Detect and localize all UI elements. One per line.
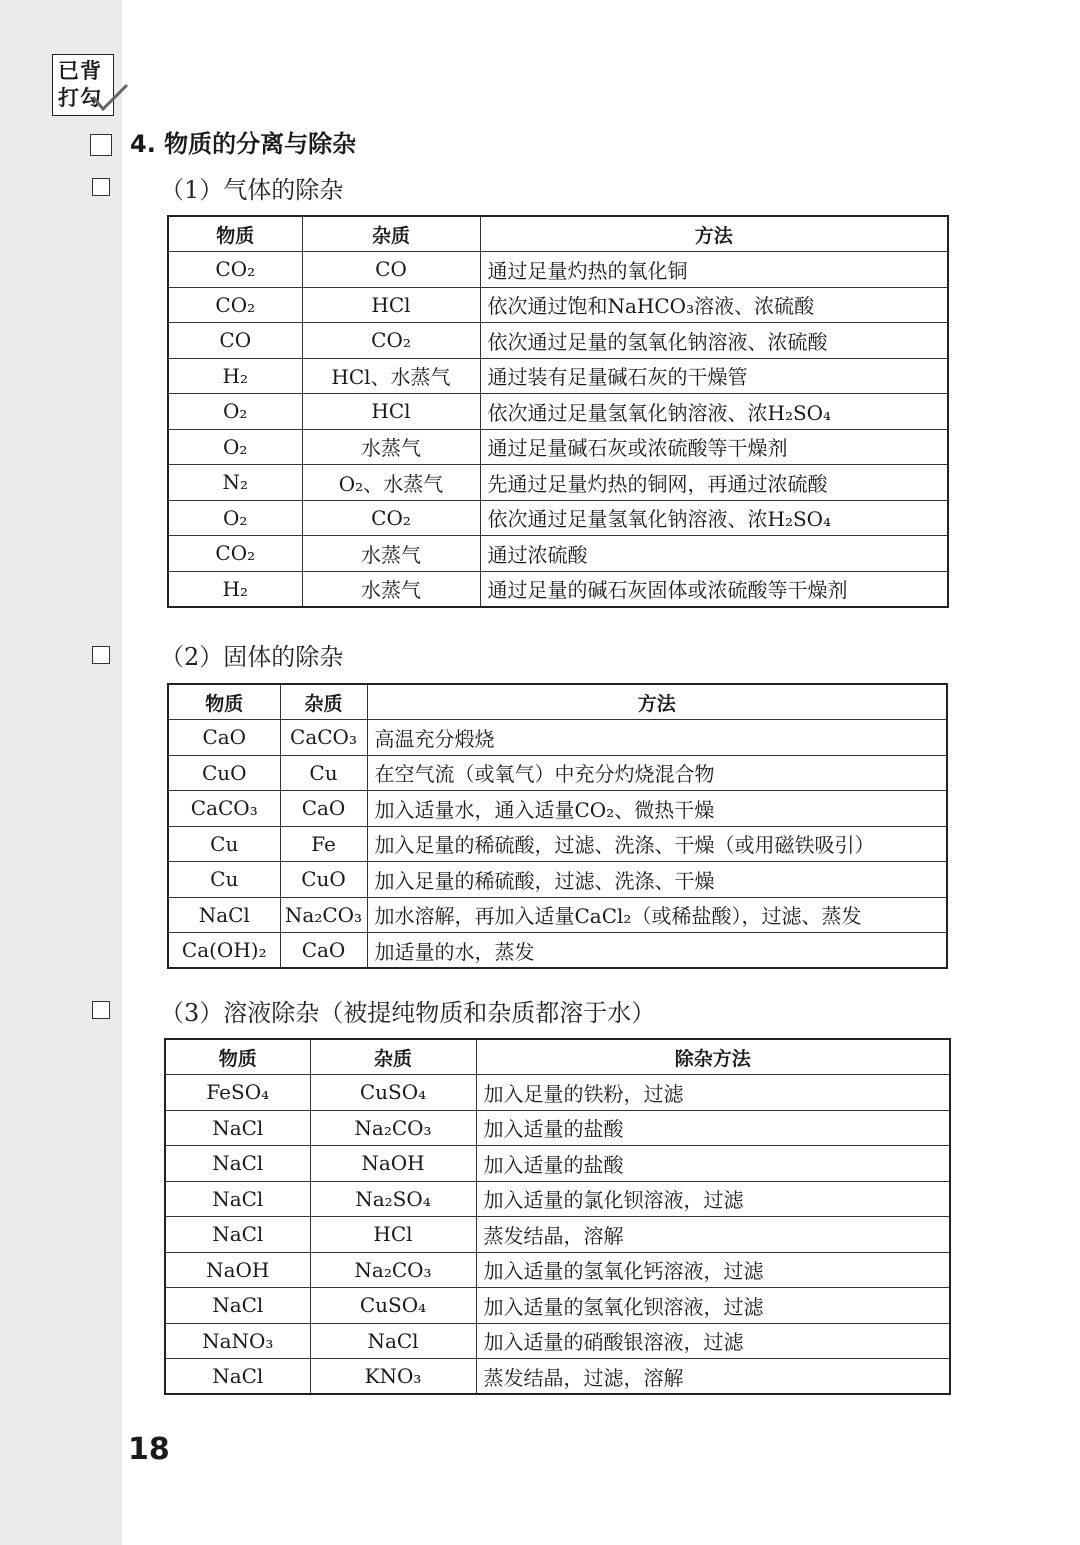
- substance-cell: CuO: [168, 755, 280, 791]
- substance-cell: CaCO₃: [168, 791, 280, 827]
- method-cell: 加入适量的硝酸银溶液，过滤: [476, 1323, 950, 1359]
- substance-cell: NaCl: [165, 1288, 310, 1324]
- impurity-cell: Cu: [280, 755, 367, 791]
- method-cell: 加入适量的盐酸: [476, 1110, 950, 1146]
- impurity-cell: 水蒸气: [302, 429, 480, 465]
- solution-header-cell: 杂质: [310, 1039, 476, 1075]
- gas-header-cell: 方法: [480, 216, 948, 252]
- method-cell: 加入足量的稀硫酸，过滤、洗涤、干燥: [367, 862, 947, 898]
- table-row: [168, 862, 947, 898]
- table-row: [168, 394, 948, 430]
- method-cell: 通过装有足量碱石灰的干燥管: [480, 358, 948, 394]
- table-row: [168, 897, 947, 933]
- badge-line-2: 打勾: [58, 86, 102, 110]
- method-cell: 加适量的水，蒸发: [367, 933, 947, 969]
- substance-cell: N₂: [168, 465, 302, 501]
- impurity-cell: CaCO₃: [280, 720, 367, 756]
- checkmark-icon: [89, 83, 129, 113]
- table-row: [165, 1181, 950, 1217]
- table-row: [168, 287, 948, 323]
- table-row: [165, 1252, 950, 1288]
- table-row: [168, 826, 947, 862]
- substance-cell: O₂: [168, 429, 302, 465]
- substance-cell: Ca(OH)₂: [168, 933, 280, 969]
- method-cell: 依次通过饱和NaHCO₃溶液、浓硫酸: [480, 287, 948, 323]
- substance-cell: FeSO₄: [165, 1075, 310, 1111]
- substance-cell: CO₂: [168, 287, 302, 323]
- solid-header-cell: 杂质: [280, 684, 367, 720]
- method-cell: 通过足量的碱石灰固体或浓硫酸等干燥剂: [480, 571, 948, 607]
- substance-cell: Cu: [168, 862, 280, 898]
- substance-cell: CO₂: [168, 252, 302, 288]
- table-row: [165, 1288, 950, 1324]
- impurity-cell: CaO: [280, 791, 367, 827]
- substance-cell: NaCl: [168, 897, 280, 933]
- impurity-cell: 水蒸气: [302, 536, 480, 572]
- impurity-cell: CuO: [280, 862, 367, 898]
- substance-cell: CaO: [168, 720, 280, 756]
- table-row: [168, 791, 947, 827]
- method-cell: 通过足量灼热的氧化铜: [480, 252, 948, 288]
- page-number: 18: [128, 1432, 170, 1467]
- impurity-cell: 水蒸气: [302, 571, 480, 607]
- impurity-cell: CaO: [280, 933, 367, 969]
- substance-cell: Cu: [168, 826, 280, 862]
- substance-cell: O₂: [168, 500, 302, 536]
- impurity-cell: CuSO₄: [310, 1075, 476, 1111]
- section-title: 4. 物质的分离与除杂: [130, 130, 357, 158]
- impurity-cell: CuSO₄: [310, 1288, 476, 1324]
- substance-cell: O₂: [168, 394, 302, 430]
- method-cell: 依次通过足量氢氧化钠溶液、浓H₂SO₄: [480, 394, 948, 430]
- impurity-cell: Na₂SO₄: [310, 1181, 476, 1217]
- gas-header-cell: 物质: [168, 216, 302, 252]
- impurity-cell: KNO₃: [310, 1359, 476, 1395]
- gas-checkbox[interactable]: [92, 178, 110, 196]
- solid-checkbox[interactable]: [92, 646, 110, 664]
- method-cell: 加入足量的铁粉，过滤: [476, 1075, 950, 1111]
- solid-heading: （2）固体的除杂: [160, 643, 344, 671]
- table-row: [165, 1146, 950, 1182]
- substance-cell: NaCl: [165, 1359, 310, 1395]
- substance-cell: H₂: [168, 358, 302, 394]
- table-row: [165, 1075, 950, 1111]
- solution-table: [164, 1038, 951, 1395]
- table-row: [168, 755, 947, 791]
- table-row: [168, 536, 948, 572]
- method-cell: 加入适量的氯化钡溶液，过滤: [476, 1181, 950, 1217]
- substance-cell: NaOH: [165, 1252, 310, 1288]
- table-row: [168, 500, 948, 536]
- method-cell: 通过浓硫酸: [480, 536, 948, 572]
- gas-table: [167, 215, 949, 608]
- impurity-cell: HCl: [302, 394, 480, 430]
- impurity-cell: CO₂: [302, 323, 480, 359]
- table-row: [168, 252, 948, 288]
- solution-header-cell: 除杂方法: [476, 1039, 950, 1075]
- solid-header-cell: 物质: [168, 684, 280, 720]
- substance-cell: NaCl: [165, 1146, 310, 1182]
- impurity-cell: CO₂: [302, 500, 480, 536]
- impurity-cell: Na₂CO₃: [310, 1252, 476, 1288]
- impurity-cell: O₂、水蒸气: [302, 465, 480, 501]
- solution-header-cell: 物质: [165, 1039, 310, 1075]
- method-cell: 加水溶解，再加入适量CaCl₂（或稀盐酸），过滤、蒸发: [367, 897, 947, 933]
- method-cell: 加入足量的稀硫酸，过滤、洗涤、干燥（或用磁铁吸引）: [367, 826, 947, 862]
- method-cell: 蒸发结晶，过滤，溶解: [476, 1359, 950, 1395]
- impurity-cell: Na₂CO₃: [310, 1110, 476, 1146]
- substance-cell: NaCl: [165, 1217, 310, 1253]
- memorized-checkbox-badge[interactable]: [52, 54, 114, 116]
- table-row: [168, 323, 948, 359]
- method-cell: 先通过足量灼热的铜网，再通过浓硫酸: [480, 465, 948, 501]
- impurity-cell: HCl: [302, 287, 480, 323]
- substance-cell: NaCl: [165, 1110, 310, 1146]
- method-cell: 蒸发结晶，溶解: [476, 1217, 950, 1253]
- substance-cell: H₂: [168, 571, 302, 607]
- method-cell: 通过足量碱石灰或浓硫酸等干燥剂: [480, 429, 948, 465]
- method-cell: 加入适量的氢氧化钙溶液，过滤: [476, 1252, 950, 1288]
- substance-cell: CO₂: [168, 536, 302, 572]
- table-row: [165, 1359, 950, 1395]
- method-cell: 加入适量水，通入适量CO₂、微热干燥: [367, 791, 947, 827]
- substance-cell: CO: [168, 323, 302, 359]
- table-row: [168, 933, 947, 969]
- solid-table: [167, 683, 948, 969]
- method-cell: 加入适量的氢氧化钡溶液，过滤: [476, 1288, 950, 1324]
- page-margin-strip: [0, 0, 122, 1545]
- solid-header-cell: 方法: [367, 684, 947, 720]
- method-cell: 加入适量的盐酸: [476, 1146, 950, 1182]
- badge-line-1: 已背: [58, 59, 102, 83]
- solution-heading: （3）溶液除杂（被提纯物质和杂质都溶于水）: [160, 999, 656, 1027]
- table-row: [168, 429, 948, 465]
- impurity-cell: Na₂CO₃: [280, 897, 367, 933]
- impurity-cell: HCl、水蒸气: [302, 358, 480, 394]
- solution-checkbox[interactable]: [92, 1001, 110, 1019]
- impurity-cell: NaCl: [310, 1323, 476, 1359]
- table-row: [168, 720, 947, 756]
- gas-header-cell: 杂质: [302, 216, 480, 252]
- impurity-cell: Fe: [280, 826, 367, 862]
- method-cell: 高温充分煅烧: [367, 720, 947, 756]
- substance-cell: NaNO₃: [165, 1323, 310, 1359]
- table-row: [165, 1110, 950, 1146]
- table-row: [165, 1217, 950, 1253]
- substance-cell: NaCl: [165, 1181, 310, 1217]
- impurity-cell: NaOH: [310, 1146, 476, 1182]
- impurity-cell: CO: [302, 252, 480, 288]
- table-row: [168, 571, 948, 607]
- table-row: [168, 358, 948, 394]
- impurity-cell: HCl: [310, 1217, 476, 1253]
- table-row: [168, 465, 948, 501]
- method-cell: 在空气流（或氧气）中充分灼烧混合物: [367, 755, 947, 791]
- table-row: [165, 1323, 950, 1359]
- method-cell: 依次通过足量的氢氧化钠溶液、浓硫酸: [480, 323, 948, 359]
- method-cell: 依次通过足量氢氧化钠溶液、浓H₂SO₄: [480, 500, 948, 536]
- section-checkbox[interactable]: [90, 134, 112, 156]
- gas-heading: （1）气体的除杂: [160, 176, 344, 204]
